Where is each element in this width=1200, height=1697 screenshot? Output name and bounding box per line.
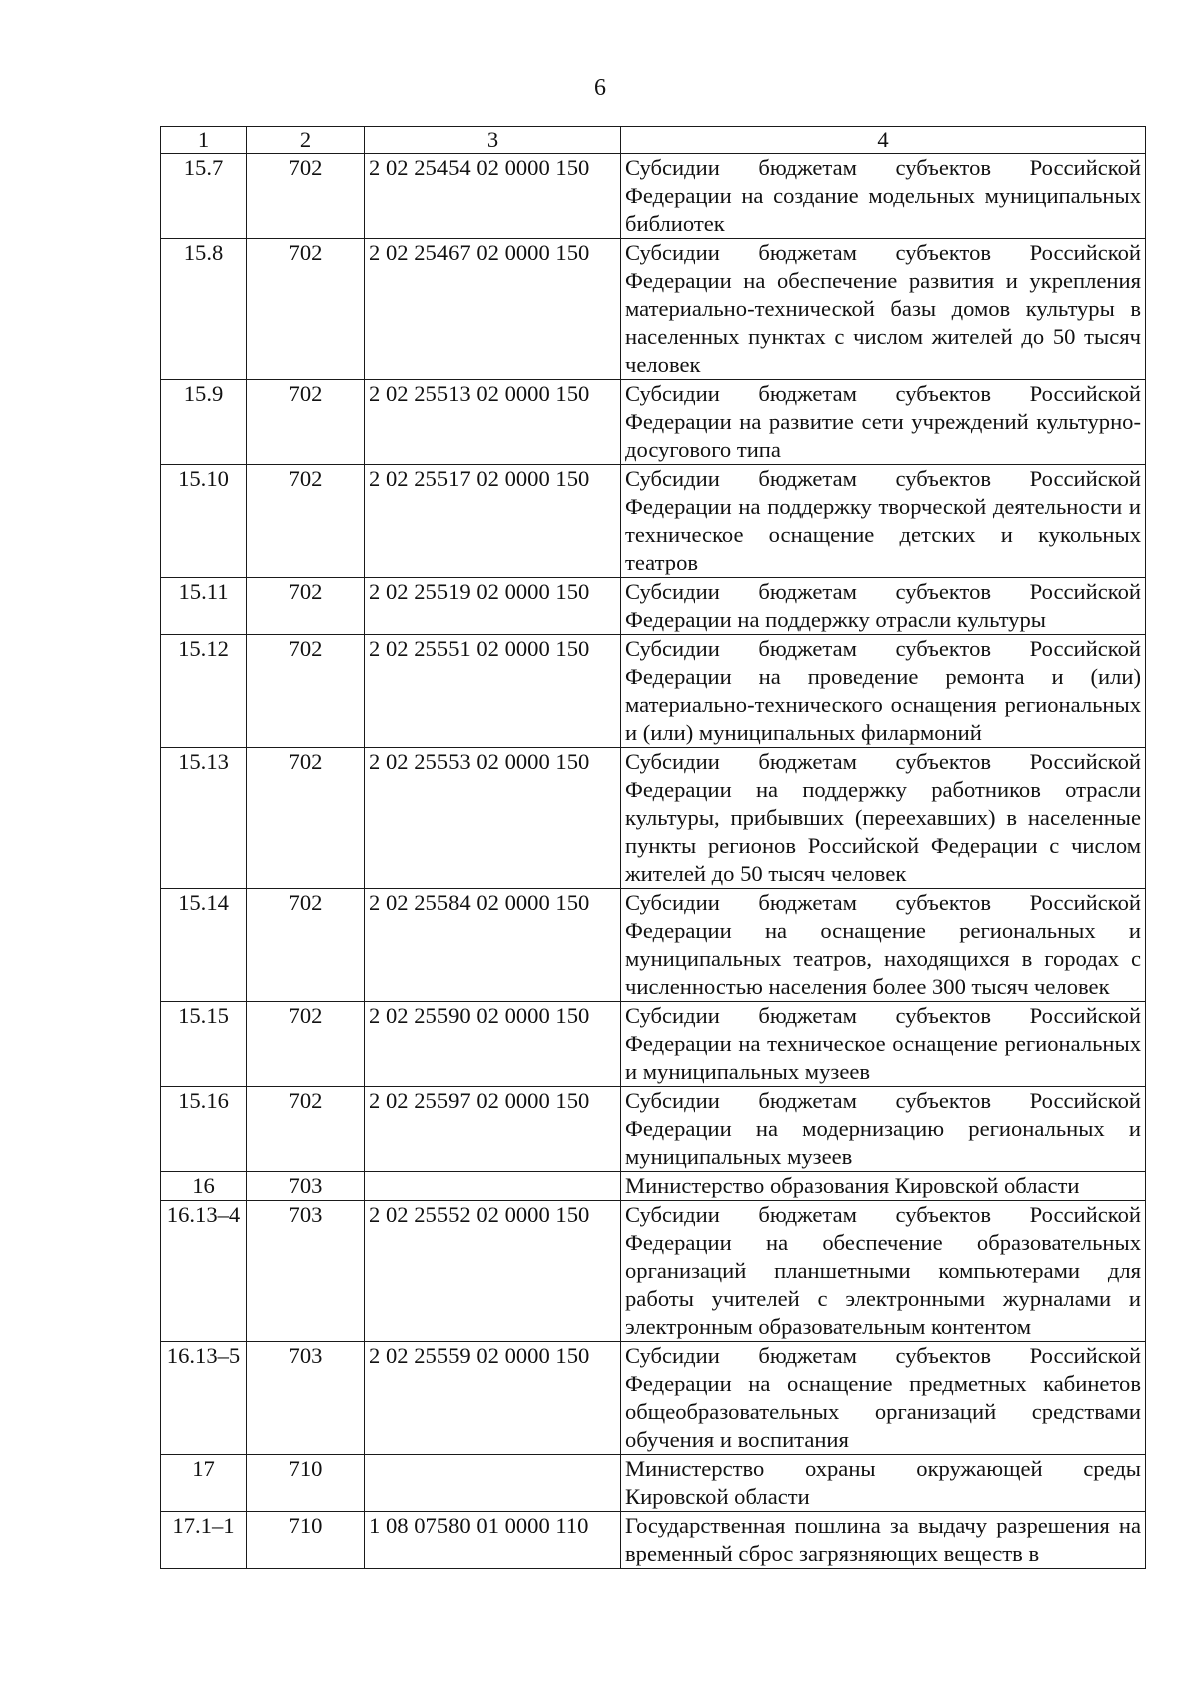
administrator-code: 703 <box>247 1342 365 1455</box>
column-header-2: 2 <box>247 127 365 154</box>
row-number: 16.13–5 <box>161 1342 247 1455</box>
table-row <box>161 748 1146 889</box>
row-number: 17.1–1 <box>161 1512 247 1569</box>
table-header-row <box>161 127 1146 154</box>
row-number: 15.8 <box>161 239 247 380</box>
administrator-code: 702 <box>247 889 365 1002</box>
revenue-name: Субсидии бюджетам субъектов Российской Федерации на развитие сети учреждений культурно-досугового типа <box>621 380 1146 465</box>
table-row <box>161 1455 1146 1512</box>
revenue-name: Государственная пошлина за выдачу разрешения на временный сброс загрязняющих веществ в <box>621 1512 1146 1569</box>
revenue-code: 1 08 07580 01 0000 110 <box>365 1512 621 1569</box>
administrator-code: 702 <box>247 578 365 635</box>
row-number: 16 <box>161 1172 247 1201</box>
revenue-name: Министерство охраны окружающей среды Кировской области <box>621 1455 1146 1512</box>
revenue-code <box>365 1172 621 1201</box>
row-number: 15.11 <box>161 578 247 635</box>
revenue-name: Субсидии бюджетам субъектов Российской Федерации на поддержку отрасли культуры <box>621 578 1146 635</box>
revenue-name: Субсидии бюджетам субъектов Российской Федерации на поддержку творческой деятельности и техническое оснащение детских и кукольных театров <box>621 465 1146 578</box>
column-header-1: 1 <box>161 127 247 154</box>
revenue-code: 2 02 25597 02 0000 150 <box>365 1087 621 1172</box>
page-number: 6 <box>594 75 606 101</box>
row-number: 15.9 <box>161 380 247 465</box>
table-row <box>161 1342 1146 1455</box>
revenue-code: 2 02 25551 02 0000 150 <box>365 635 621 748</box>
administrator-code: 702 <box>247 635 365 748</box>
table-row <box>161 889 1146 1002</box>
revenue-code: 2 02 25517 02 0000 150 <box>365 465 621 578</box>
row-number: 15.7 <box>161 154 247 239</box>
table-row <box>161 635 1146 748</box>
revenue-name: Субсидии бюджетам субъектов Российской Федерации на проведение ремонта и (или) материально-технического оснащения региональных и (или) муниципальных филармоний <box>621 635 1146 748</box>
row-number: 15.16 <box>161 1087 247 1172</box>
administrator-code: 710 <box>247 1455 365 1512</box>
administrator-code: 702 <box>247 380 365 465</box>
revenue-code: 2 02 25552 02 0000 150 <box>365 1201 621 1342</box>
administrator-code: 702 <box>247 1002 365 1087</box>
table-row <box>161 1172 1146 1201</box>
revenue-code: 2 02 25590 02 0000 150 <box>365 1002 621 1087</box>
revenue-code: 2 02 25513 02 0000 150 <box>365 380 621 465</box>
revenue-name: Министерство образования Кировской области <box>621 1172 1146 1201</box>
table-row <box>161 1201 1146 1342</box>
revenue-code: 2 02 25519 02 0000 150 <box>365 578 621 635</box>
revenue-code: 2 02 25584 02 0000 150 <box>365 889 621 1002</box>
revenue-code: 2 02 25553 02 0000 150 <box>365 748 621 889</box>
revenue-code <box>365 1455 621 1512</box>
row-number: 17 <box>161 1455 247 1512</box>
administrator-code: 702 <box>247 465 365 578</box>
administrator-code: 702 <box>247 239 365 380</box>
row-number: 15.12 <box>161 635 247 748</box>
table-row <box>161 154 1146 239</box>
row-number: 15.14 <box>161 889 247 1002</box>
table-row <box>161 239 1146 380</box>
administrator-code: 710 <box>247 1512 365 1569</box>
table-row <box>161 1512 1146 1569</box>
administrator-code: 703 <box>247 1201 365 1342</box>
column-header-4: 4 <box>621 127 1146 154</box>
table-row <box>161 1002 1146 1087</box>
table-row <box>161 578 1146 635</box>
revenue-code: 2 02 25467 02 0000 150 <box>365 239 621 380</box>
revenue-name: Субсидии бюджетам субъектов Российской Федерации на модернизацию региональных и муниципальных музеев <box>621 1087 1146 1172</box>
column-header-3: 3 <box>365 127 621 154</box>
row-number: 15.13 <box>161 748 247 889</box>
revenue-name: Субсидии бюджетам субъектов Российской Федерации на техническое оснащение региональных и муниципальных музеев <box>621 1002 1146 1087</box>
row-number: 15.15 <box>161 1002 247 1087</box>
revenue-name: Субсидии бюджетам субъектов Российской Федерации на поддержку работников отрасли культуры, прибывших (переехавших) в населенные пункты регионов Российской Федерации с числом жителей до 50 тысяч человек <box>621 748 1146 889</box>
administrator-code: 702 <box>247 1087 365 1172</box>
revenue-code: 2 02 25454 02 0000 150 <box>365 154 621 239</box>
revenue-codes-table <box>160 126 1146 1569</box>
revenue-name: Субсидии бюджетам субъектов Российской Федерации на оснащение региональных и муниципальных театров, находящихся в городах с численностью населения более 300 тысяч человек <box>621 889 1146 1002</box>
revenue-name: Субсидии бюджетам субъектов Российской Федерации на обеспечение образовательных организаций планшетными компьютерами для работы учителей с электронными журналами и электронным образовательным контентом <box>621 1201 1146 1342</box>
administrator-code: 702 <box>247 154 365 239</box>
revenue-name: Субсидии бюджетам субъектов Российской Федерации на обеспечение развития и укрепления материально-технической базы домов культуры в населенных пунктах с числом жителей до 50 тысяч человек <box>621 239 1146 380</box>
revenue-name: Субсидии бюджетам субъектов Российской Федерации на создание модельных муниципальных библиотек <box>621 154 1146 239</box>
row-number: 16.13–4 <box>161 1201 247 1342</box>
administrator-code: 702 <box>247 748 365 889</box>
table-row <box>161 380 1146 465</box>
revenue-name: Субсидии бюджетам субъектов Российской Федерации на оснащение предметных кабинетов общеобразовательных организаций средствами обучения и воспитания <box>621 1342 1146 1455</box>
revenue-code: 2 02 25559 02 0000 150 <box>365 1342 621 1455</box>
table-row <box>161 1087 1146 1172</box>
table-row <box>161 465 1146 578</box>
administrator-code: 703 <box>247 1172 365 1201</box>
row-number: 15.10 <box>161 465 247 578</box>
